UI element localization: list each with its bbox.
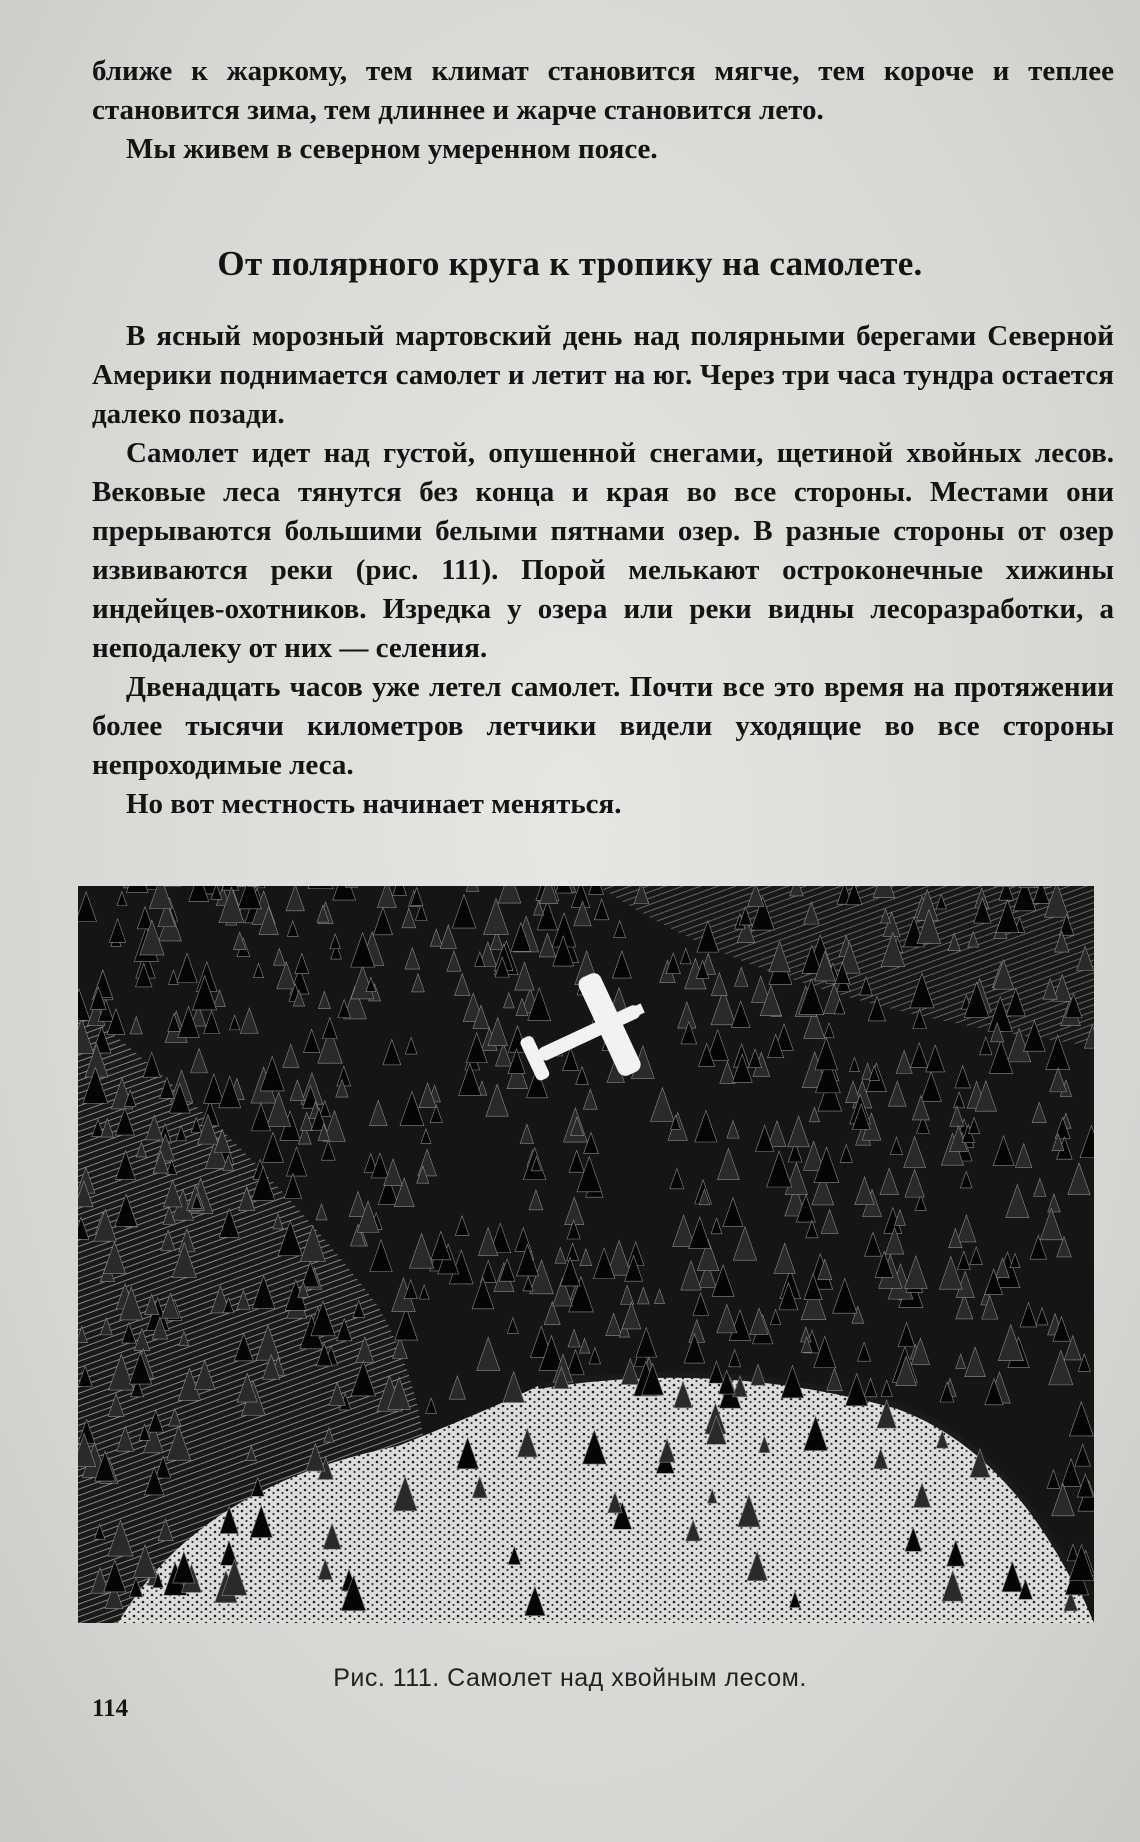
body-paragraph-1: В ясный морозный мартовский день над полярными берегами Северной Америки поднимается самолет и летит на юг. Через три часа тундра остается далеко позади.	[92, 320, 1114, 430]
body-paragraph-3: Двенадцать часов уже летел самолет. Почти все это время на протяжении более тысячи километров летчики видели уходящие во все стороны непроходимые леса.	[92, 671, 1114, 781]
intro-text	[92, 52, 1114, 169]
intro-paragraph-2: Мы живем в северном умеренном поясе.	[126, 133, 658, 165]
forest-illustration	[78, 886, 1094, 1623]
section-title: От полярного круга к тропику на самолете.	[217, 244, 923, 283]
figure-caption: Рис. 111. Самолет над хвойным лесом.	[333, 1664, 807, 1692]
page-number: 114	[92, 1695, 129, 1722]
intro-paragraph-1: ближе к жаркому, тем климат становится мягче, тем короче и теплее становится зима, тем длиннее и жарче становится лето.	[92, 55, 1114, 126]
body-paragraph-2: Самолет идет над густой, опушенной снегами, щетиной хвойных лесов. Вековые леса тянутся без конца и края во все стороны. Местами они прерываются большими белыми пятнами озер. В разные стороны от озер извиваются реки (рис. 111). Порой мелькают остроконечные хижины индейцев-охотников. Изредка у озера или реки видны лесоразработки, а неподалеку от них — селения.	[92, 437, 1114, 664]
forest-engraving	[78, 886, 1094, 1623]
section-body	[92, 317, 1114, 824]
body-paragraph-4: Но вот местность начинает меняться.	[126, 788, 622, 820]
